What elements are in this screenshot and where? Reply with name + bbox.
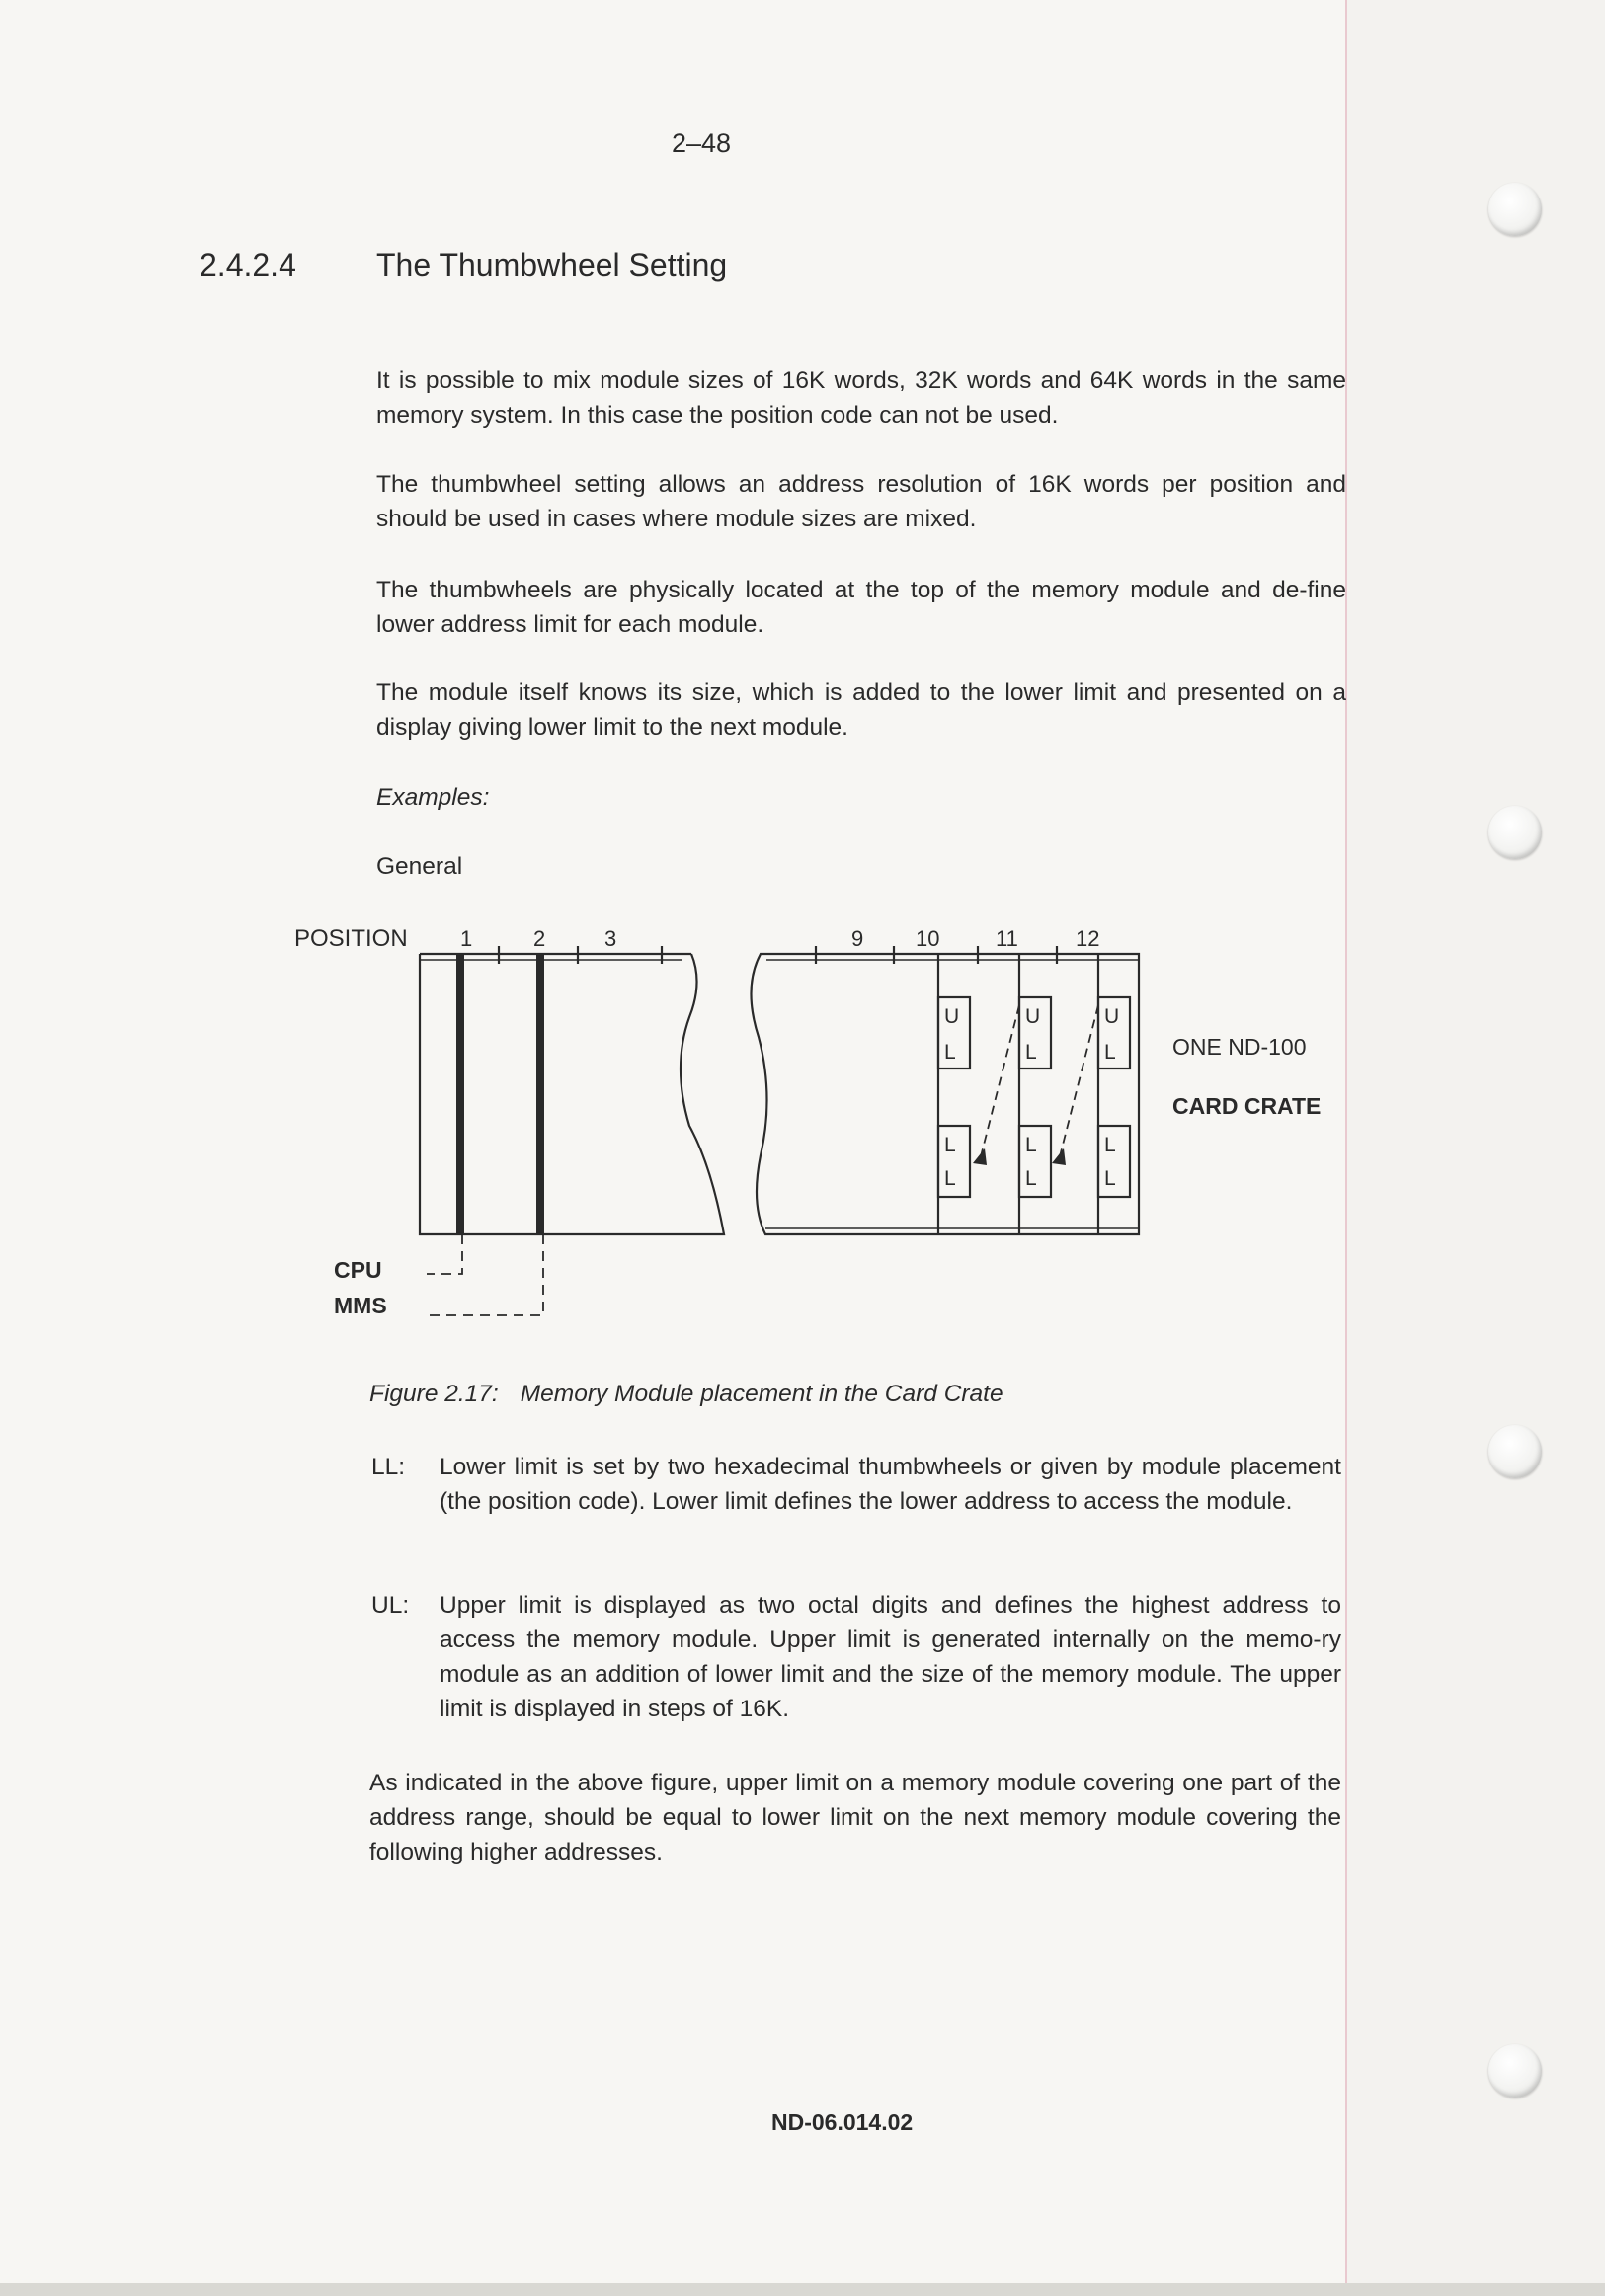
position-9-label: 9 [851, 926, 864, 951]
position-2-label: 2 [533, 926, 546, 951]
figure-caption-text: Memory Module placement in the Card Crate [520, 1381, 1003, 1407]
ll-display-12-upper: L [1104, 1134, 1116, 1156]
paragraph-1: It is possible to mix module sizes of 16K words, 32K words and 64K words in the same memory system. In this case the position code can not be used. [376, 367, 1346, 429]
ul-display-10-lower: L [944, 1041, 956, 1064]
crate-label-line-2: CARD CRATE [1172, 1093, 1322, 1119]
position-12-label: 12 [1076, 926, 1100, 951]
ul-display-10-upper: U [944, 1005, 960, 1028]
position-1-label: 1 [460, 926, 473, 951]
ul-display-12-lower: L [1104, 1041, 1116, 1064]
ul-display-12-upper: U [1104, 1005, 1120, 1028]
ll-display-12-lower: L [1104, 1167, 1116, 1190]
ul-display-11-upper: U [1025, 1005, 1041, 1028]
position-label: POSITION [294, 925, 408, 952]
paragraph-3: The thumbwheels are physically located at the top of the memory module and de-fine lower address limit for each module. [376, 577, 1346, 638]
section-number: 2.4.2.4 [200, 247, 296, 282]
section-title: The Thumbwheel Setting [376, 247, 728, 282]
paragraph-2: The thumbwheel setting allows an address resolution of 16K words per position and should be used in cases where module sizes are mixed. [376, 471, 1346, 532]
ul-display-11-lower: L [1025, 1041, 1037, 1064]
position-3-label: 3 [604, 926, 617, 951]
general-label: General [376, 853, 463, 880]
crate-label-line-1: ONE ND-100 [1172, 1034, 1307, 1060]
definition-text-ll: Lower limit is set by two hexadecimal thumbwheels or given by module placement (the position code). Lower limit defines the lower address to access the module. [440, 1454, 1341, 1515]
definition-text-ul: Upper limit is displayed as two octal digits and defines the highest address to access the memory module. Upper limit is generated internally on the memo-ry module as an addition of lower limit and the size of the memory module. The upper limit is displayed in steps of 16K. [440, 1592, 1341, 1722]
document-number: ND-06.014.02 [771, 2109, 914, 2135]
cpu-label: CPU [334, 1257, 382, 1283]
definition-term-ll: LL: [371, 1454, 406, 1480]
paragraph-4: The module itself knows its size, which is added to the lower limit and presented on a display giving lower limit to the next module. [376, 679, 1346, 741]
definition-term-ul: UL: [371, 1592, 410, 1619]
ll-display-11-upper: L [1025, 1134, 1037, 1156]
position-11-label: 11 [996, 926, 1018, 951]
closing-paragraph: As indicated in the above figure, upper limit on a memory module covering one part of the address range, should be equal to lower limit on the next memory module covering the following higher addresses. [369, 1770, 1341, 1865]
mms-label: MMS [334, 1293, 387, 1318]
ll-display-10-lower: L [944, 1167, 956, 1190]
figure-caption [369, 1381, 1003, 1408]
page-number: 2–48 [672, 128, 732, 158]
figure-caption-number: Figure 2.17: [369, 1381, 499, 1407]
ll-display-11-lower: L [1025, 1167, 1037, 1190]
ll-display-10-upper: L [944, 1134, 956, 1156]
position-10-label: 10 [916, 926, 940, 951]
examples-label: Examples: [376, 784, 490, 811]
